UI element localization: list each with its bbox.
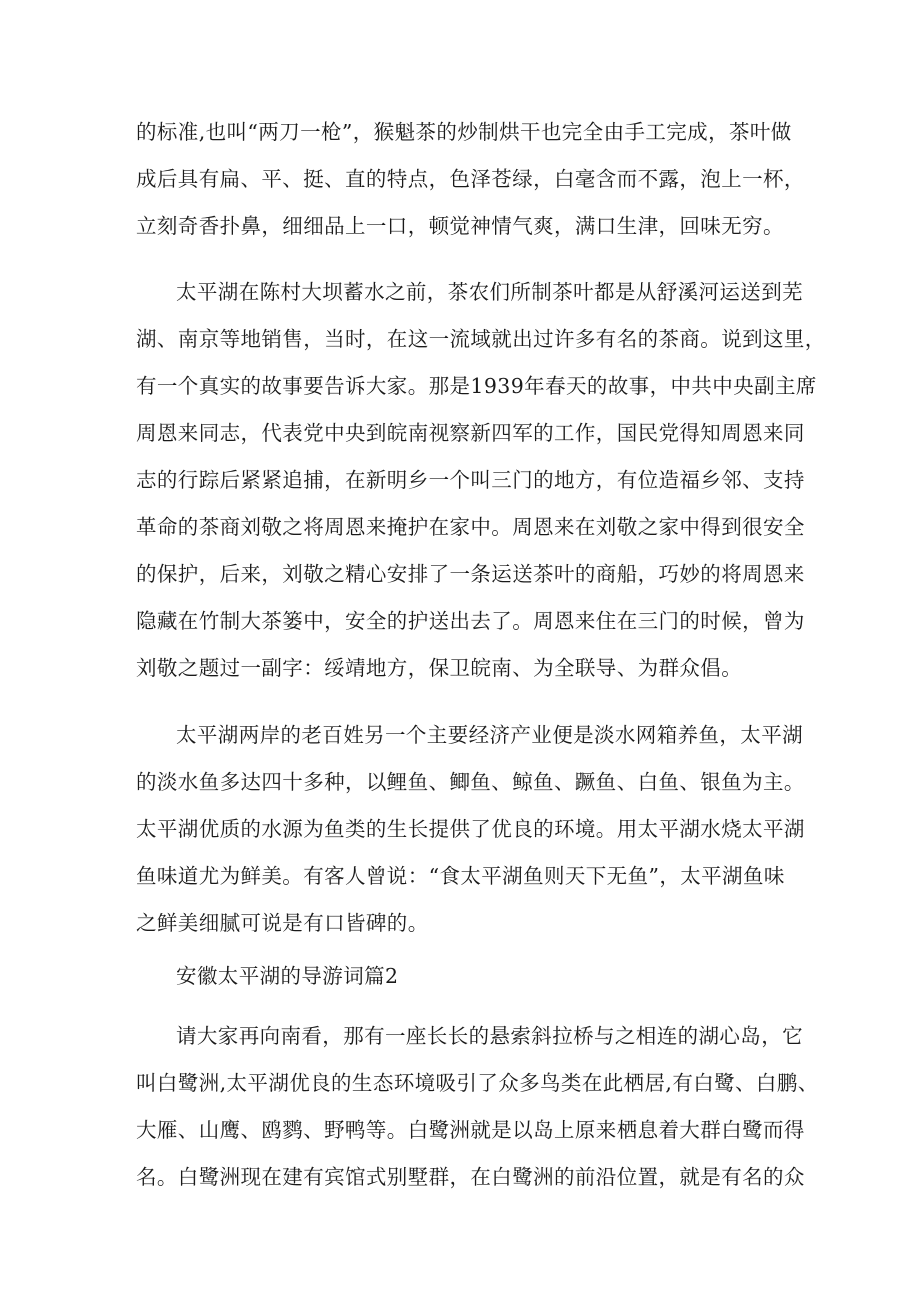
paragraph-1-line-3: 立刻奇香扑鼻，细细品上一口，顿觉神情气爽，满口生津，回味无穷。: [136, 214, 784, 238]
section-heading: 安徽太平湖的导游词篇2: [176, 964, 399, 988]
paragraph-3-line-3: 太平湖优质的水源为鱼类的生长提供了优良的环境。用太平湖水烧太平湖: [136, 817, 805, 841]
paragraph-3-line-4: 鱼味道尤为鲜美。有客人曾说：“食太平湖鱼则天下无鱼”，太平湖鱼味: [136, 864, 785, 888]
paragraph-1-line-1: 的标准,也叫“两刀一枪”，猴魁茶的炒制烘干也完全由手工完成，茶叶做: [136, 120, 792, 144]
paragraph-2-line-5: 志的行踪后紧紧追捕，在新明乡一个叫三门的地方，有位造福乡邻、支持: [136, 468, 805, 492]
paragraph-2-line-9: 刘敬之题过一副字：绥靖地方，保卫皖南、为全联导、为群众倡。: [136, 656, 743, 680]
paragraph-2-line-7: 的保护，后来，刘敬之精心安排了一条运送茶叶的商船，巧妙的将周恩来: [136, 562, 805, 586]
paragraph-3-line-1: 太平湖两岸的老百姓另一个主要经济产业便是淡水网箱养鱼，太平湖: [176, 723, 803, 747]
paragraph-2-line-8: 隐藏在竹制大茶篓中，安全的护送出去了。周恩来住在三门的时候，曾为: [136, 609, 805, 633]
paragraph-2-line-3: 有一个真实的故事要告诉大家。那是1939年春天的故事，中共中央副主席: [136, 374, 817, 398]
paragraph-2-line-6: 革命的茶商刘敬之将周恩来掩护在家中。周恩来在刘敬之家中得到很安全: [136, 515, 805, 539]
paragraph-1-line-2: 成后具有扁、平、挺、直的特点，色泽苍绿，白毫含而不露，泡上一杯，: [136, 167, 805, 191]
paragraph-3-line-2: 的淡水鱼多达四十多种，以鲤鱼、鲫鱼、鲸鱼、蹶鱼、白鱼、银鱼为主。: [136, 770, 805, 794]
paragraph-2-line-1: 太平湖在陈村大坝蓄水之前，茶农们所制茶叶都是从舒溪河运送到芜: [176, 280, 803, 304]
paragraph-4-line-1: 请大家再向南看，那有一座长长的悬索斜拉桥与之相连的湖心岛，它: [176, 1024, 803, 1048]
paragraph-2-line-4: 周恩来同志，代表党中央到皖南视察新四军的工作，国民党得知周恩来同: [136, 421, 805, 445]
paragraph-4-line-4: 名。白鹭洲现在建有宾馆式别墅群，在白鹭洲的前沿位置，就是有名的众: [136, 1165, 805, 1189]
paragraph-3-line-5: 之鲜美细腻可说是有口皆碑的。: [136, 911, 429, 935]
paragraph-4-line-3: 大雁、山鹰、鸥鹨、野鸭等。白鹭洲就是以岛上原来栖息着大群白鹭而得: [136, 1118, 805, 1142]
paragraph-2-line-2: 湖、南京等地销售，当时，在这一流域就出过许多有名的茶商。说到这里，: [136, 327, 826, 351]
paragraph-4-line-2: 叫白鹭洲,太平湖优良的生态环境吸引了众多鸟类在此栖居,有白鹭、白鹏、: [136, 1071, 819, 1095]
